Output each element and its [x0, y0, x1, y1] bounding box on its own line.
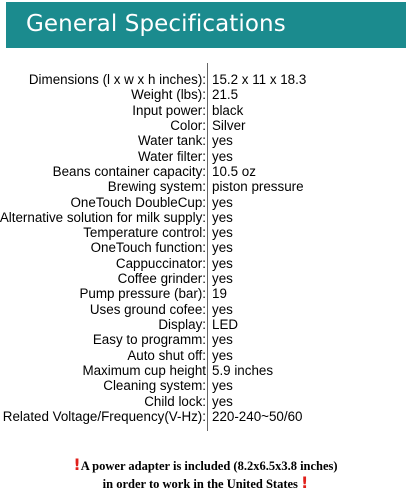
spec-value: LED: [212, 317, 239, 332]
spec-row-weight: [0, 87, 411, 102]
spec-value: yes: [212, 393, 233, 409]
spec-label: Uses ground cofee:: [89, 301, 206, 317]
note-text-line-1: A power adapter is included (8.2x6.5x3.8 inches): [80, 459, 338, 473]
spec-row-display: [0, 317, 411, 332]
spec-row-easy-to-program: [0, 332, 411, 347]
spec-value: Silver: [212, 117, 246, 133]
power-adapter-note-continued: [0, 473, 411, 492]
spec-row-water-tank: [0, 133, 411, 148]
spec-value: yes: [212, 148, 233, 164]
spec-row-onetouch-function: [0, 240, 411, 255]
spec-label: Pump pressure (bar):: [79, 286, 206, 302]
spec-value: black: [212, 102, 244, 118]
spec-label: Brewing system:: [107, 179, 206, 195]
spec-value: 19: [212, 286, 227, 302]
spec-table: [0, 72, 411, 424]
spec-label: Child lock:: [144, 393, 206, 409]
spec-label: Temperature control:: [83, 225, 206, 241]
spec-value: yes: [212, 301, 233, 317]
spec-label: Coffee grinder:: [117, 271, 206, 287]
spec-row-water-filter: [0, 149, 411, 164]
spec-row-brewing-system: [0, 179, 411, 194]
spec-label: Easy to programm:: [92, 332, 206, 348]
spec-label: Cleaning system:: [103, 378, 206, 394]
spec-label: OneTouch DoubleCup:: [70, 194, 206, 210]
spec-label: Maximum cup height: [82, 362, 206, 378]
spec-row-temperature-control: [0, 225, 411, 240]
spec-value: yes: [212, 209, 233, 225]
spec-label: Related Voltage/Frequency(V-Hz):: [2, 408, 206, 424]
spec-row-onetouch-doublecup: [0, 195, 411, 210]
spec-label: Water tank:: [138, 133, 206, 149]
spec-row-dimensions: [0, 72, 411, 87]
page-title: General Specifications: [26, 11, 286, 37]
spec-row-child-lock: [0, 394, 411, 409]
spec-row-ground-coffee: [0, 302, 411, 317]
spec-row-pump-pressure: [0, 286, 411, 301]
spec-value: 220-240~50/60: [212, 408, 303, 424]
spec-label: Display:: [158, 317, 206, 332]
spec-row-color: [0, 118, 411, 133]
spec-value: yes: [212, 133, 233, 149]
spec-label: Weight (lbs):: [131, 87, 206, 103]
spec-label: Cappuccinator:: [115, 255, 206, 271]
spec-row-coffee-grinder: [0, 271, 411, 286]
specs-header-banner: [6, 2, 406, 48]
spec-value: yes: [212, 378, 233, 394]
spec-value: 10.5 oz: [212, 163, 256, 179]
spec-label: Auto shut off:: [127, 347, 206, 363]
spec-value: piston pressure: [212, 179, 304, 195]
spec-value: yes: [212, 271, 233, 287]
spec-row-max-cup-height: [0, 363, 411, 378]
spec-label: Input power:: [132, 102, 206, 118]
power-adapter-note: [0, 455, 411, 474]
spec-label: Beans container capacity:: [52, 163, 206, 179]
spec-value: yes: [212, 194, 233, 210]
spec-row-milk-supply: [0, 210, 411, 225]
exclamation-icon: !: [301, 473, 309, 492]
spec-value: yes: [212, 225, 233, 241]
spec-row-cappuccinator: [0, 256, 411, 271]
spec-value: 5.9 inches: [212, 362, 274, 378]
spec-row-voltage-frequency: [0, 409, 411, 424]
spec-label: Alternative solution for milk supply:: [0, 209, 206, 225]
spec-row-beans-container: [0, 164, 411, 179]
spec-value: 21.5: [212, 87, 239, 103]
spec-label: Color:: [170, 117, 206, 133]
spec-label: Dimensions (l x w x h inches):: [28, 72, 206, 87]
spec-value: yes: [212, 332, 233, 348]
spec-label: Water filter:: [138, 148, 206, 164]
spec-value: yes: [212, 255, 233, 271]
exclamation-icon: !: [73, 455, 81, 474]
spec-value: yes: [212, 347, 233, 363]
spec-value: yes: [212, 240, 233, 256]
spec-row-cleaning-system: [0, 378, 411, 393]
spec-row-auto-shut-off: [0, 348, 411, 363]
note-text-line-2: in order to work in the United States: [102, 477, 298, 491]
spec-value: 15.2 x 11 x 18.3: [212, 72, 307, 87]
spec-label: OneTouch function:: [90, 240, 206, 256]
spec-row-input-power: [0, 103, 411, 118]
